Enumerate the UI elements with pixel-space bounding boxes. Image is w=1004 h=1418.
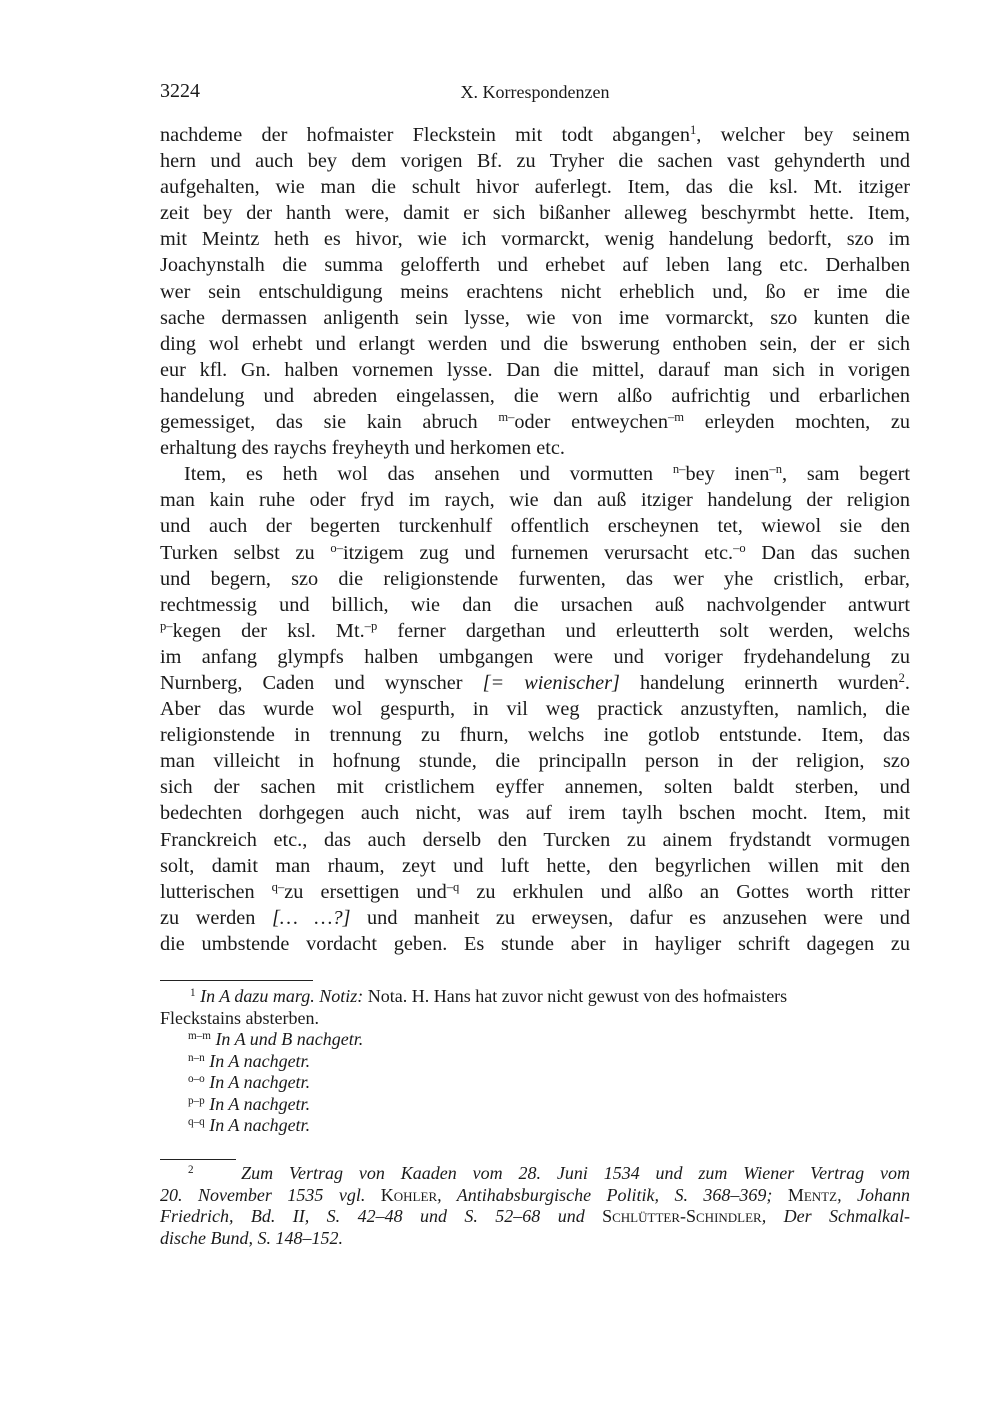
footnote-2: $^2$ Zum Vertrag von Kaaden vom 28. Juni 1534 und zum Wiener Vertrag vom [188,1163,910,1183]
footnote-ref-2: 2 [898,671,905,686]
text-line: Joachynstalh die summa gelofferth und erhebet auf leben lang etc. Derhalben [160,254,910,277]
editorial-note: [= wienischer] [482,671,620,694]
text-line: ding wol erhebt und erlangt werden und die bswerung enthoben sein, der er sich [160,332,910,355]
text-line: sich der sachen mit cristlichem eyffer annemen, solten baldt sterben, und [160,776,910,799]
text-line: man villeicht in hofnung stunde, die principalln person in der religion, szo [160,750,910,773]
variant-marker-o-open: o– [330,540,343,555]
section-title: X. Korrespondenzen [460,82,610,102]
text-line: und begern, szo die religionstende furwenten, das wer yhe cristlich, erbar, [160,567,910,590]
commentary-apparatus [160,1163,910,1249]
variant-marker-m-close: –m [667,410,685,425]
footnote-2-line: dische Bund, S. 148–152. [160,1227,343,1248]
footnote-q: $^{q-q}$ In A nachgetr. [188,1115,311,1135]
footnote-m: $^{m-m}$ In A und B nachgetr. [188,1029,364,1049]
variant-marker-m-open: m– [498,410,515,425]
text-line: Franckreich etc., das auch derselb den Turcken zu ainem frydstandt vormugen [160,828,910,851]
text-line: gemessiget, das sie kain abruch $^{m-}$oder entweychen$^{-m}$ erleyden mochten, zu [160,410,911,434]
commentary-divider [160,1159,236,1160]
footnote-1-continuation: Fleckstains absterben. [160,1007,319,1028]
footnote-divider [160,980,313,981]
paragraph-2 [160,461,910,957]
page-number: 3224 [160,80,200,102]
text-line: die umbstende vordacht geben. Es stunde aber in hayliger schrift dagegen zu [160,932,910,955]
text-line: Turken selbst zu $^{o-}$itzigem zug und furnemen verursacht etc.$^{-o}$ Dan das suchen [160,540,911,564]
editorial-note: [… …?] [271,906,351,929]
running-head [160,80,910,106]
variant-marker-n-open: n– [672,462,686,477]
footnote-p: $^{p-p}$ In A nachgetr. [188,1093,311,1114]
variant-marker-q-close: –q [446,879,460,894]
text-line: erhaltung des raychs freyheyth und herkomen etc. [160,437,565,460]
text-line: man kain ruhe oder fryd im raych, wie dan auß itziger handelung der religion [160,489,910,512]
text-line: eur kfl. Gn. halben vornemen lysse. Dan die mittel, darauf man sich in vorigen [160,358,910,381]
text-line: und auch der begerten turckenhulf offentlich erscheynen tet, wiewol sie den [160,515,910,538]
text-line: rechtmessig und billich, wie dan die ursachen auß nachvolgender antwurt [160,593,910,616]
main-text [160,122,910,957]
text-line: Nurnberg, Caden und wynscher [= wienischer] handelung erinnerth wurden$^2$. [160,671,910,694]
text-line: bedechten dorhgegen auch nicht, was auf irem taylh bschen mocht. Item, mit [160,802,910,825]
variant-marker-n-close: –n [769,462,782,477]
footnote-2-line: Friedrich, Bd. II, S. 42–48 und S. 52–68 und Schlütter-Schindler, Der Schmalkal- [160,1206,911,1226]
text-line: religionstende in trennung zu fhurn, welchs ine gotlob entstunde. Item, das [160,724,910,747]
footnote-n: $^{n-n}$ In A nachgetr. [188,1050,311,1071]
text-line: handelung und abreden eingelassen, die wern alßo aufrichtig und erbarlichen [160,384,910,407]
text-line: Aber das wurde wol gespurth, in vil weg practick anzustyften, namlich, die [160,698,910,721]
text-line: wer sein entschuldigung meins erachtens nicht erheblich und, ßo er ime die [160,280,910,303]
variant-marker-o-close: –o [733,540,746,555]
text-line: nachdeme der hofmaister Fleckstein mit todt abgangen$^1$, welcher bey seinem [160,123,910,146]
variant-marker-p-open: p– [160,618,173,633]
paragraph-1 [160,122,910,461]
text-line: zu werden [… …?] und manheit zu erweysen, dafur es anzusehen were und [160,906,910,929]
text-line: hern und auch bey dem vorigen Bf. zu Tryher die sachen vast gehynderth und [160,150,910,173]
footnote-o: $^{o-o}$ In A nachgetr. [188,1072,311,1092]
text-line: $^{p-}$kegen der ksl. Mt.$^{-p}$ ferner dargethan und erleutterth solt werden, welchs [160,618,910,642]
variant-marker-q-open: q– [271,879,285,894]
footnote-ref-1: 1 [689,123,697,138]
text-line: zeit bey der hanth were, damit er sich bißanher alleweg beschyrmbt hette. Item, [160,202,910,225]
text-line: lutterischen $^{q-}$zu ersettigen und$^{-q}$ zu erkhulen und alßo an Gottes worth ritter [160,879,911,903]
text-line: mit Meintz heth es hivor, wie ich vormarckt, wenig handelung bedorft, szo im [160,228,910,251]
text-line: Item, es heth wol das ansehen und vormutten $^{n-}$bey inen$^{-n}$, sam begert [184,462,910,486]
footnote-1: $^1$ In A dazu marg. Notiz: Nota. H. Hans hat zuvor nicht gewust von des hofmaisters [190,986,788,1006]
footnote-2-line: 20. November 1535 vgl. Kohler, Antihabsburgische Politik, S. 368–369; Mentz, Johann [160,1184,911,1205]
text-line: im anfang glympfs halben umbgangen were und voriger frydehandelung zu [160,645,910,668]
text-line: sache dermassen anligenth sein lysse, wie von ime vormarckt, szo kunten die [160,306,910,329]
variant-marker-p-close: –p [364,618,378,633]
textcritical-apparatus [160,986,910,1137]
text-line: solt, damit man rhaum, zeyt und luft hette, den begyrlichen willen mit den [160,854,910,877]
text-line: aufgehalten, wie man die schult hivor auferlegt. Item, das die ksl. Mt. itziger [160,176,910,199]
